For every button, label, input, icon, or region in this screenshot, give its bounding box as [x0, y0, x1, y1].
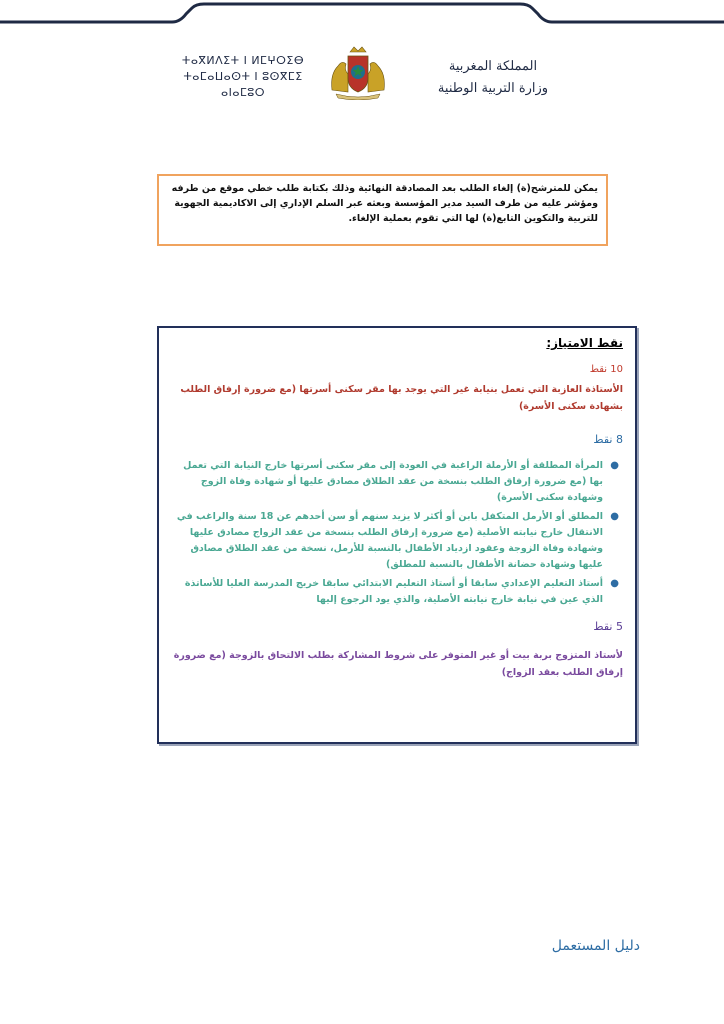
score-5-description: لأستاذ المتزوج بربة بيت أو غير المتوفر على شروط المشاركة بطلب الالتحاق بالزوجة (مع ضرورة إرفاق الطلب بعقد الزواج): [173, 650, 623, 678]
tifinagh-line-1: ⵜⴰⴳⵍⴷⵉⵜ ⵏ ⵍⵎⵖⵔⵉⴱ: [181, 54, 305, 67]
score-8-label: 8 نقط: [593, 433, 623, 446]
tifinagh-line-2: ⵜⴰⵎⴰⵡⴰⵙⵜ ⵏ ⵓⵙⴳⵎⵉ: [183, 70, 303, 83]
list-item-text: المرأة المطلقة أو الأرملة الراغبة في العودة إلى مقر سكنى أسرتها خارج النيابة التي تعمل بها (مع ضرورة إرفاق الطلب بنسخة من عقد الطلاق مصادق عليها أو شهادة وفاة الزوج وشهادة سكنى الأسرة): [183, 460, 603, 503]
bonus-points-box: [157, 326, 637, 744]
list-item: [171, 509, 623, 573]
score-8-list: [171, 458, 623, 608]
tifinagh-header: [168, 53, 318, 101]
bullet-icon: ●: [610, 578, 619, 589]
user-guide-title: دليل المستعمل: [551, 938, 640, 954]
score-5-label: 5 نقط: [593, 620, 623, 633]
cancellation-notice-box: [157, 174, 608, 246]
list-item: [171, 576, 623, 608]
list-item-text: المطلق أو الأرمل المتكفل بابن أو أكثر لا يزيد سنهم أو سن أحدهم عن 18 سنة والراغب في الانتقال خارج نيابته الأصلية (مع ضرورة إرفاق الطلب بنسخة من عقد الزواج مصادق عليها وشهادة وفاة الزوجة وعقود ازدياد الأطفال بالنسبة للأرمل، نسخة من عقد الطلاق مصادق عليها وشهادة حضانة الأطفال بالنسبة للمطلق): [176, 511, 603, 570]
list-item-text: أستاذ التعليم الإعدادي سابقا أو أستاذ التعليم الابتدائي سابقا خريج المدرسة العليا للأساتذة الذي عين في نيابة خارج نيابته الأصلية، والذي يود الرجوع إليها: [184, 578, 603, 605]
coat-of-arms-icon: [326, 44, 390, 100]
bullet-icon: ●: [610, 511, 619, 522]
bullet-icon: ●: [610, 460, 619, 471]
score-10-label: 10 نقط: [589, 364, 623, 375]
notice-text: يمكن للمترشح(ة) إلغاء الطلب بعد المصادقة النهائية وذلك بكتابة طلب خطي موقع من طرفه ومؤشر عليه من طرف السيد مدير المؤسسة وبعثه عبر السلم الإداري إلى الاكاديمية الجهوية للتربية والتكوين التابع(ة) لها التي تقوم بعملية الإلغاء.: [171, 183, 598, 224]
score-10-description: الأستاذة العازبة التي تعمل بنيابة غير التي يوجد بها مقر سكنى أسرتها (مع ضرورة إرفاق الطلب بشهادة سكنى الأسرة): [180, 384, 623, 412]
kingdom-name: المملكة المغربية: [448, 59, 538, 74]
tifinagh-line-3: ⴰⵏⴰⵎⵓⵔ: [220, 86, 266, 99]
list-item: [171, 458, 623, 506]
top-border-line: [0, 0, 724, 40]
ministry-header: [408, 56, 578, 100]
points-title: نقط الامتياز:: [546, 336, 623, 350]
ministry-name: وزارة التربية الوطنية: [437, 81, 549, 96]
